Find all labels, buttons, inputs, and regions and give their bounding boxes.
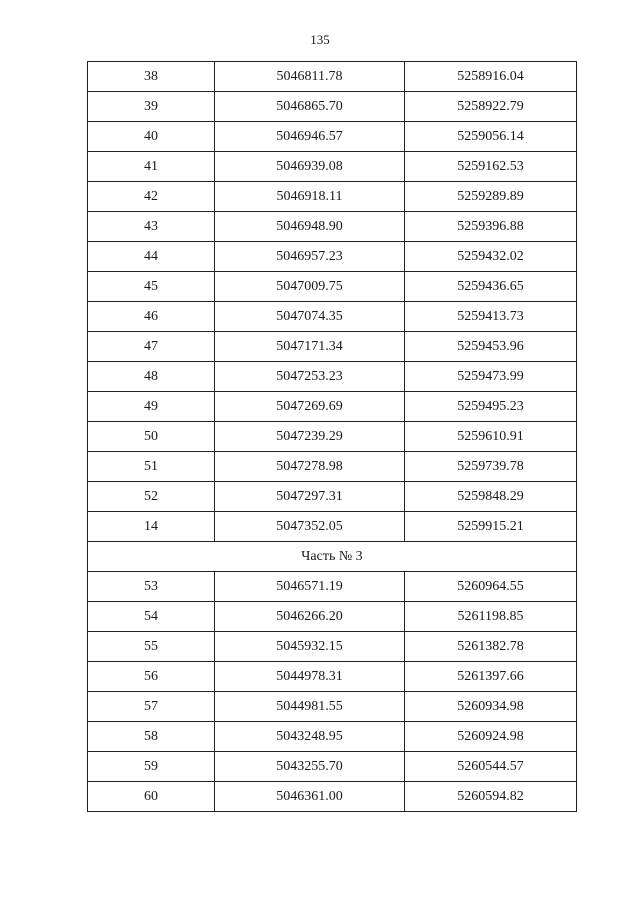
x-coordinate-cell: 5046948.90: [215, 212, 405, 242]
y-coordinate-cell: 5259610.91: [405, 422, 577, 452]
y-coordinate-cell: 5261397.66: [405, 662, 577, 692]
point-number-cell: 52: [88, 482, 215, 512]
y-coordinate-cell: 5259056.14: [405, 122, 577, 152]
table-row: [88, 242, 577, 272]
point-number-cell: 57: [88, 692, 215, 722]
x-coordinate-cell: 5046939.08: [215, 152, 405, 182]
y-coordinate-cell: 5259436.65: [405, 272, 577, 302]
x-coordinate-cell: 5044978.31: [215, 662, 405, 692]
x-coordinate-cell: 5047239.29: [215, 422, 405, 452]
y-coordinate-cell: 5259289.89: [405, 182, 577, 212]
coordinates-table: [87, 61, 577, 812]
table-row: [88, 182, 577, 212]
x-coordinate-cell: 5047171.34: [215, 332, 405, 362]
table-row: [88, 752, 577, 782]
table-body-part-a: [88, 62, 577, 542]
point-number-cell: 40: [88, 122, 215, 152]
x-coordinate-cell: 5045932.15: [215, 632, 405, 662]
point-number-cell: 50: [88, 422, 215, 452]
table-row: [88, 512, 577, 542]
table-row: [88, 722, 577, 752]
y-coordinate-cell: 5259162.53: [405, 152, 577, 182]
x-coordinate-cell: 5047009.75: [215, 272, 405, 302]
point-number-cell: 55: [88, 632, 215, 662]
table-row: [88, 662, 577, 692]
table-row: [88, 632, 577, 662]
y-coordinate-cell: 5259453.96: [405, 332, 577, 362]
table-row: [88, 302, 577, 332]
x-coordinate-cell: 5047278.98: [215, 452, 405, 482]
y-coordinate-cell: 5261198.85: [405, 602, 577, 632]
table-row: [88, 782, 577, 812]
x-coordinate-cell: 5046811.78: [215, 62, 405, 92]
table-row: [88, 392, 577, 422]
point-number-cell: 59: [88, 752, 215, 782]
y-coordinate-cell: 5258916.04: [405, 62, 577, 92]
x-coordinate-cell: 5046865.70: [215, 92, 405, 122]
table-row: [88, 422, 577, 452]
y-coordinate-cell: 5259473.99: [405, 362, 577, 392]
y-coordinate-cell: 5260544.57: [405, 752, 577, 782]
y-coordinate-cell: 5259848.29: [405, 482, 577, 512]
y-coordinate-cell: 5259396.88: [405, 212, 577, 242]
page-number: 135: [310, 32, 330, 47]
table-row: [88, 272, 577, 302]
point-number-cell: 56: [88, 662, 215, 692]
table-row: [88, 602, 577, 632]
x-coordinate-cell: 5046266.20: [215, 602, 405, 632]
point-number-cell: 14: [88, 512, 215, 542]
point-number-cell: 47: [88, 332, 215, 362]
y-coordinate-cell: 5259915.21: [405, 512, 577, 542]
x-coordinate-cell: 5047253.23: [215, 362, 405, 392]
table-row: [88, 62, 577, 92]
y-coordinate-cell: 5260964.55: [405, 572, 577, 602]
x-coordinate-cell: 5046946.57: [215, 122, 405, 152]
y-coordinate-cell: 5260924.98: [405, 722, 577, 752]
x-coordinate-cell: 5044981.55: [215, 692, 405, 722]
point-number-cell: 43: [88, 212, 215, 242]
y-coordinate-cell: 5259432.02: [405, 242, 577, 272]
table-row: [88, 212, 577, 242]
point-number-cell: 53: [88, 572, 215, 602]
x-coordinate-cell: 5046571.19: [215, 572, 405, 602]
point-number-cell: 51: [88, 452, 215, 482]
table-row: [88, 452, 577, 482]
table-row: [88, 332, 577, 362]
y-coordinate-cell: 5258922.79: [405, 92, 577, 122]
x-coordinate-cell: 5043255.70: [215, 752, 405, 782]
x-coordinate-cell: 5047352.05: [215, 512, 405, 542]
table-row: [88, 482, 577, 512]
section-row: [88, 542, 577, 572]
x-coordinate-cell: 5046918.11: [215, 182, 405, 212]
point-number-cell: 39: [88, 92, 215, 122]
point-number-cell: 38: [88, 62, 215, 92]
point-number-cell: 60: [88, 782, 215, 812]
table-row: [88, 692, 577, 722]
x-coordinate-cell: 5043248.95: [215, 722, 405, 752]
x-coordinate-cell: 5047074.35: [215, 302, 405, 332]
x-coordinate-cell: 5047269.69: [215, 392, 405, 422]
y-coordinate-cell: 5260594.82: [405, 782, 577, 812]
table-section-header: [88, 542, 577, 572]
point-number-cell: 58: [88, 722, 215, 752]
y-coordinate-cell: 5261382.78: [405, 632, 577, 662]
point-number-cell: 45: [88, 272, 215, 302]
section-label: Часть № 3: [88, 542, 577, 572]
point-number-cell: 46: [88, 302, 215, 332]
table-row: [88, 362, 577, 392]
x-coordinate-cell: 5046361.00: [215, 782, 405, 812]
x-coordinate-cell: 5047297.31: [215, 482, 405, 512]
point-number-cell: 42: [88, 182, 215, 212]
point-number-cell: 41: [88, 152, 215, 182]
x-coordinate-cell: 5046957.23: [215, 242, 405, 272]
table-row: [88, 572, 577, 602]
point-number-cell: 44: [88, 242, 215, 272]
y-coordinate-cell: 5260934.98: [405, 692, 577, 722]
y-coordinate-cell: 5259739.78: [405, 452, 577, 482]
point-number-cell: 48: [88, 362, 215, 392]
y-coordinate-cell: 5259413.73: [405, 302, 577, 332]
table-row: [88, 152, 577, 182]
table-row: [88, 92, 577, 122]
table-body-part-b: [88, 572, 577, 812]
point-number-cell: 54: [88, 602, 215, 632]
table-row: [88, 122, 577, 152]
point-number-cell: 49: [88, 392, 215, 422]
y-coordinate-cell: 5259495.23: [405, 392, 577, 422]
